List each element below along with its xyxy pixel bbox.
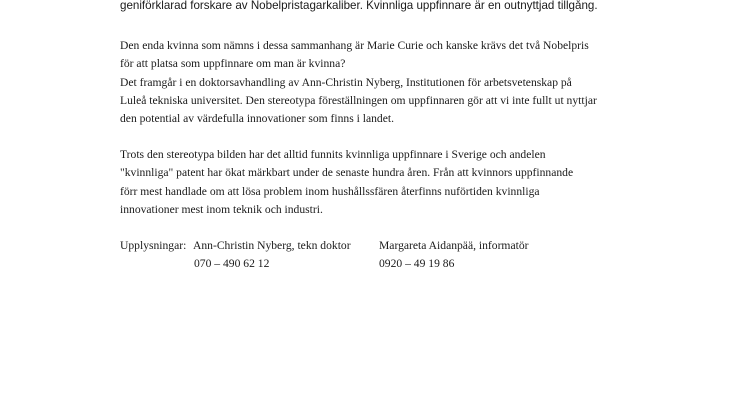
- contact-name: Ann-Christin Nyberg, tekn doktor: [193, 239, 351, 252]
- paragraph-line: innovationer mest inom teknik och industri.: [120, 202, 323, 216]
- paragraph-line: Trots den stereotypa bilden har det alltid funnits kvinnliga uppfinnare i Sverige och andelen: [120, 148, 546, 161]
- paragraph-line: för att platsa som uppfinnare om man är kvinna?: [120, 57, 346, 71]
- contact-phone: 070 – 490 62 12: [194, 257, 270, 270]
- paragraph-line: "kvinnliga" patent har ökat märkbart under de senaste hundra åren. Från att kvinnors uppfinnande: [120, 166, 574, 180]
- contact-label: Upplysningar:: [120, 239, 187, 252]
- paragraph-line: Luleå tekniska universitet. Den stereotypa föreställningen om uppfinnaren gör att vi inte fullt ut nyttjar: [120, 93, 597, 107]
- paragraph-stereotype: [120, 146, 680, 219]
- contact-phone: 0920 – 49 19 86: [379, 257, 455, 270]
- lead-sentence: geniförklarad forskare av Nobelpristagarkaliber. Kvinnliga uppfinnare är en outnyttjad tillgång.: [120, 0, 598, 12]
- paragraph-line: Den enda kvinna som nämns i dessa sammanhang är Marie Curie och kanske krävs det två Nobelpris: [120, 39, 589, 52]
- paragraph-curie: [120, 37, 680, 128]
- paragraph-line: förr mest handlade om att lösa problem inom hushållssfären återfinns nuförtiden kvinnliga: [120, 184, 540, 198]
- contact-name: Margareta Aidanpää, informatör: [379, 239, 529, 252]
- paragraph-line: Det framgår i en doktorsavhandling av Ann-Christin Nyberg, Institutionen för arbetsvetenskap på: [120, 75, 572, 89]
- paragraph-line: den potential av värdefulla innovationer som finns i landet.: [120, 112, 394, 126]
